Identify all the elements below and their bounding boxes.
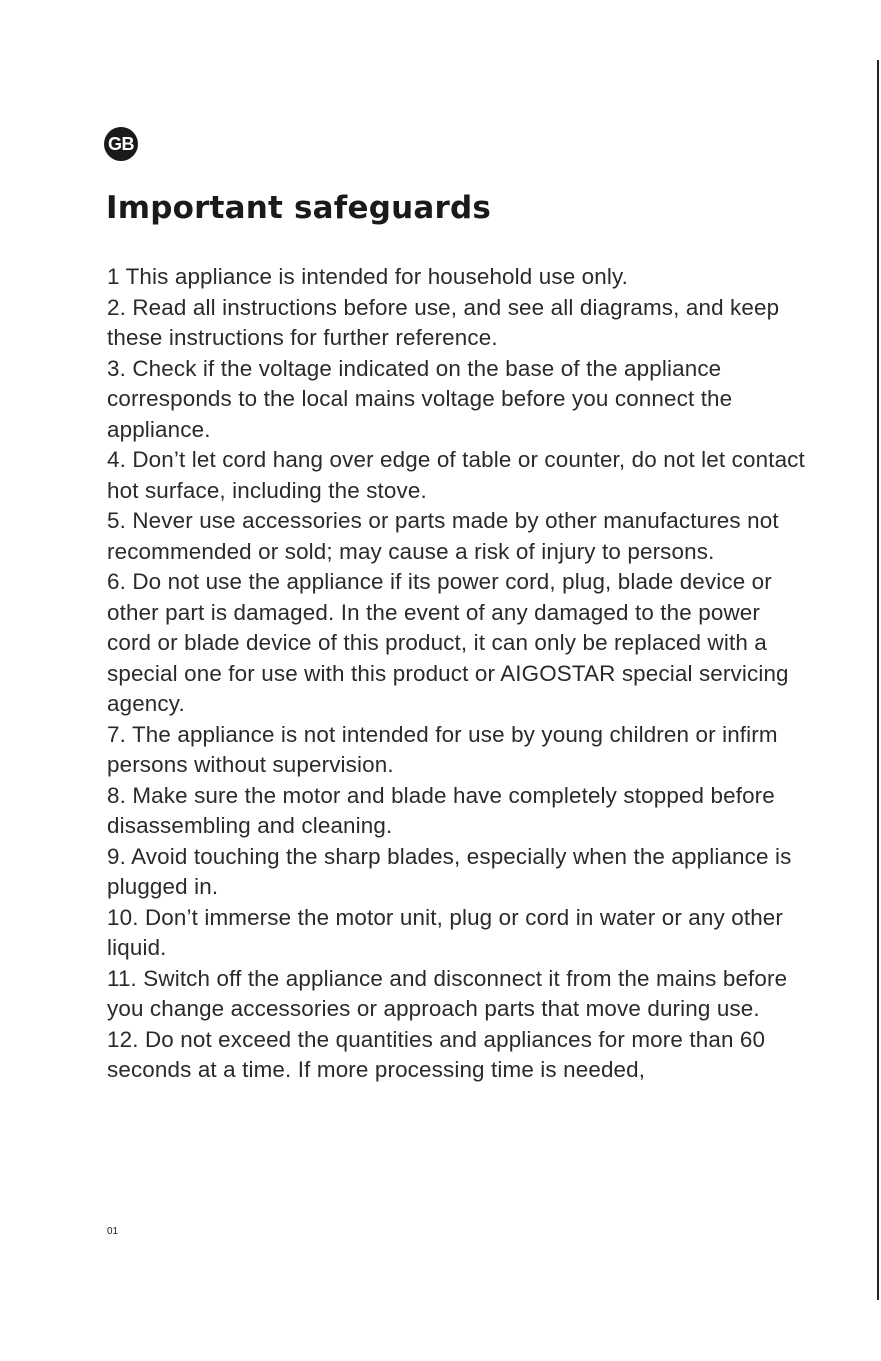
safeguard-item: 9. Avoid touching the sharp blades, especially when the appliance is plugged in. <box>107 843 792 899</box>
safeguard-item: 8. Make sure the motor and blade have completely stopped before disassembling and cleaning. <box>107 782 775 838</box>
safeguard-item: 6. Do not use the appliance if its power cord, plug, blade device or other part is damaged. In the event of any damaged to the power cord or blade device of this product, it can only be replaced with a special one for use with this product or AIGOSTAR special servicing agency. <box>107 569 789 716</box>
safeguard-item: 11. Switch off the appliance and disconnect it from the mains before you change accessories or approach parts that move during use. <box>107 965 788 1021</box>
safeguard-item: 3. Check if the voltage indicated on the base of the appliance corresponds to the local mains voltage before you connect the appliance. <box>107 355 733 442</box>
language-badge: GB <box>104 127 138 161</box>
safeguard-item: 5. Never use accessories or parts made by other manufactures not recommended or sold; may cause a risk of injury to persons. <box>107 508 779 564</box>
safeguard-item: 12. Do not exceed the quantities and appliances for more than 60 seconds at a time. If more processing time is needed, <box>107 1026 766 1082</box>
page-number: 01 <box>107 1226 119 1237</box>
safeguard-item: 4. Don’t let cord hang over edge of table or counter, do not let contact hot surface, including the stove. <box>107 447 805 503</box>
safeguard-item: 1 This appliance is intended for household use only. <box>107 264 629 289</box>
safeguards-list <box>107 262 807 1086</box>
safeguard-item: 2. Read all instructions before use, and see all diagrams, and keep these instructions for further reference. <box>107 294 780 350</box>
page-title: Important safeguards <box>106 190 492 226</box>
safeguard-item: 10. Don’t immerse the motor unit, plug or cord in water or any other liquid. <box>107 904 784 960</box>
safeguard-item: 7. The appliance is not intended for use by young children or infirm persons without supervision. <box>107 721 778 777</box>
page-edge-rule <box>877 60 879 1300</box>
